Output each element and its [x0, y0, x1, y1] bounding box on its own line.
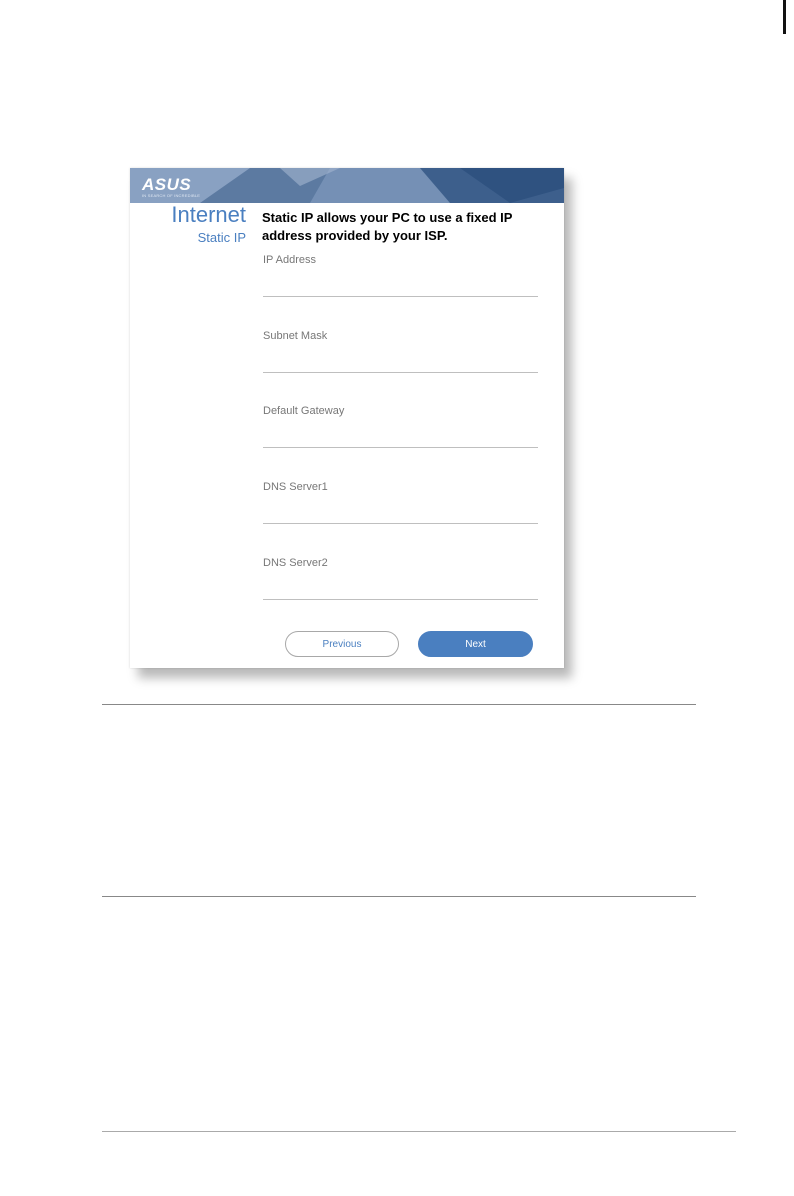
page-title: Internet: [171, 202, 246, 227]
next-button[interactable]: Next: [418, 631, 533, 657]
default-gateway-field: [263, 405, 538, 448]
divider-top: [102, 704, 696, 705]
footer-rule: [102, 1131, 736, 1132]
asus-logo: [142, 177, 202, 199]
router-setup-screenshot: [130, 168, 564, 668]
default-gateway-label: Default Gateway: [263, 405, 345, 417]
description-text: Static IP allows your PC to use a fixed IP address provided by your ISP.: [262, 210, 513, 243]
dns-server2-label: DNS Server2: [263, 557, 328, 569]
subnet-mask-input[interactable]: [263, 353, 538, 373]
header-banner: [130, 168, 564, 203]
ip-address-input[interactable]: [263, 277, 538, 297]
ip-address-field: [263, 254, 538, 297]
subnet-mask-field: [263, 330, 538, 373]
previous-button[interactable]: Previous: [285, 631, 399, 657]
dns-server2-field: [263, 557, 538, 600]
dns-server1-input[interactable]: [263, 504, 538, 524]
ip-address-label: IP Address: [263, 254, 316, 266]
dns-server1-field: [263, 481, 538, 524]
dns-server1-label: DNS Server1: [263, 481, 328, 493]
divider-bottom: [102, 896, 696, 897]
subnet-mask-label: Subnet Mask: [263, 330, 328, 342]
logo-tagline: IN SEARCH OF INCREDIBLE: [142, 193, 201, 198]
page-subtitle: Static IP: [197, 230, 246, 245]
dns-server2-input[interactable]: [263, 580, 538, 600]
default-gateway-input[interactable]: [263, 428, 538, 448]
logo-wordmark: ASUS: [142, 175, 192, 194]
page-edge-mark: [783, 0, 786, 34]
